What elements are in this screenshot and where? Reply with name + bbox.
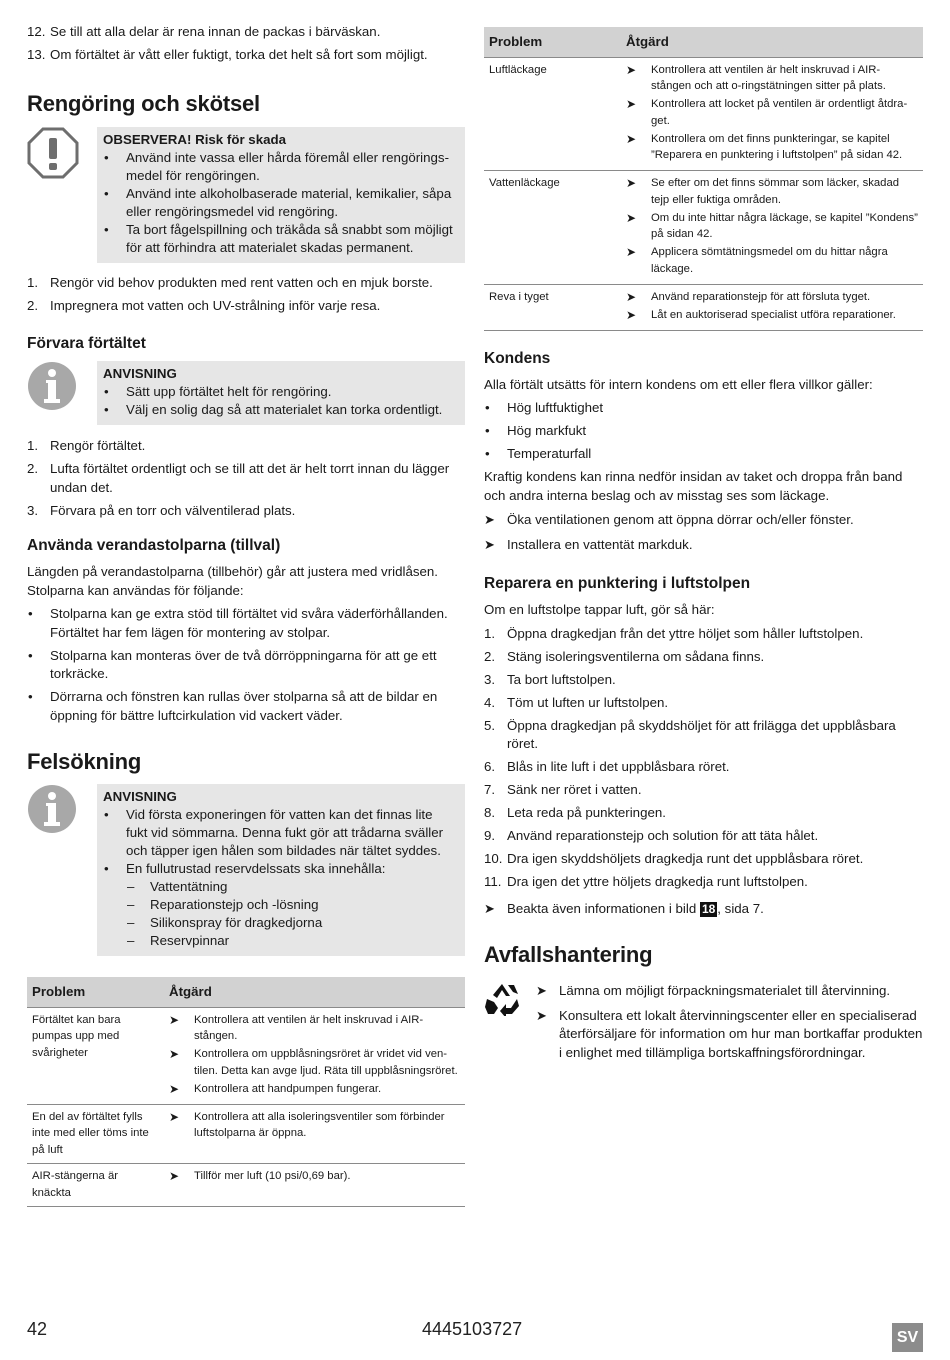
notice-box <box>97 361 465 425</box>
problem-cell: AIR-stängerna är knäckta <box>27 1164 164 1207</box>
arrow-right-icon: ➤ <box>626 245 637 259</box>
page-number: 42 <box>27 1319 48 1339</box>
arrow-right-icon: ➤ <box>484 900 495 916</box>
list-item: 1. Öppna dragkedjan från det yttre höljet som håller luftstolpen. <box>484 625 864 641</box>
col-header-action: Åtgärd <box>621 27 923 57</box>
list-item: 3. Ta bort luftstolpen. <box>484 671 616 687</box>
troubleshooting-table-right <box>484 27 923 331</box>
list-item: 12. Se till att alla delar är rena innan de packas i bärväskan. <box>27 24 381 39</box>
list-item: • Vid första exponeringen för vatten kan det finnas lite fukt vid sömmarna. Denna fukt gör att trådarna sväller och täpper igen hålen som bildades när tältet syddes. <box>103 806 457 860</box>
list-item: 2. Lufta förtältet ordentligt och se till att det är helt torrt innan du lägger undan det. <box>27 461 450 495</box>
action-cell <box>164 1007 465 1104</box>
veranda-list <box>27 605 465 725</box>
veranda-intro: Längden på verandastolparna (tillbehör) går att justera med vridlåsen. Stolparna kan användas för följande: <box>27 564 438 598</box>
list-item: 7. Sänk ner röret i vatten. <box>484 782 642 797</box>
right-column <box>484 0 923 1068</box>
list-item: • Hög luftfuktighet <box>484 399 923 418</box>
list-item: 6. Blås in lite luft i det uppblåsbara röret. <box>484 759 730 774</box>
problem-cell: Vattenläckage <box>484 171 621 285</box>
list-item: • Dörrarna och fönstren kan rullas över stolparna så att de bildar en öppning för bättre luftcirkulation vid vackert väder. <box>27 688 465 725</box>
col-header-problem: Problem <box>27 977 164 1007</box>
list-item: • Sätt upp förtältet helt för rengöring. <box>103 383 457 401</box>
arrow-right-icon: ➤ <box>626 131 637 146</box>
reparera-intro: Om en luftstolpe tappar luft, gör så här: <box>484 602 715 617</box>
arrow-right-icon: ➤ <box>536 983 547 998</box>
arrow-right-icon: ➤ <box>169 1109 180 1124</box>
list-item: ➤ Kontrollera om det finns punkteringar, se kapitel ”Reparera en punktering i luftstolpen” på sidan 42. <box>626 131 903 161</box>
col-header-action: Åtgärd <box>164 977 465 1007</box>
list-item: 8. Leta reda på punkteringen. <box>484 805 666 820</box>
list-item: • Hög markfukt <box>484 422 923 441</box>
list-item: ➤ Kontrollera att handpumpen fungerar. <box>169 1081 382 1096</box>
action-cell <box>621 171 923 285</box>
rengoring-steps <box>27 274 465 316</box>
arrow-right-icon: ➤ <box>626 176 637 190</box>
list-item: ➤ Kontrollera att locket på ventilen är ordentligt åtdraget. <box>626 97 908 127</box>
list-item: 13. Om förtältet är vått eller fuktigt, torka det helt så fort som möjligt. <box>27 47 428 62</box>
heading-reparera: Reparera en punktering i luftstolpen <box>484 575 751 592</box>
table-row <box>484 57 923 171</box>
arrow-right-icon: ➤ <box>169 1081 180 1096</box>
list-item: 4. Töm ut luften ur luftstolpen. <box>484 694 669 710</box>
notice-sublist <box>103 878 457 950</box>
list-item: ➤ Se efter om det finns sömmar som läcker, skadad tejp eller fuktiga områden. <box>626 176 900 206</box>
document-number: 4445103727 <box>422 1319 523 1339</box>
arrow-right-icon: ➤ <box>626 97 637 111</box>
info-notice-felsokning <box>27 784 465 956</box>
list-item: ➤ Lämna om möjligt förpackningsmaterialet till återvinning. <box>536 982 923 1001</box>
list-item: ➤ Kontrollera om uppblåsningsröret är vridet vid ventilen. Detta kan avge ljud. Räta till uppblåsningsröret. <box>169 1047 458 1077</box>
list-item: • Ta bort fågelspillning och träkåda så snabbt som möjligt för att förhindra att materialet skadas permanent. <box>103 221 457 257</box>
kondens-list <box>484 399 923 464</box>
list-item: ➤ Tillför mer luft (10 psi/0,69 bar). <box>169 1169 351 1183</box>
figure-reference-badge: 18 <box>701 901 716 916</box>
info-notice-forvara <box>27 361 465 425</box>
arrow-right-icon: ➤ <box>626 210 637 225</box>
list-item: ➤ Kontrollera att alla isoleringsventiler som förbinder luftstolparna är öppna. <box>169 1109 445 1139</box>
list-item: ➤ Konsultera ett lokalt återvinningscenter eller en specialiserad återförsäljare för information om hur man bortkaffar produkten i enlighet med tillämpliga bortskaffningsförordningar. <box>536 1007 923 1060</box>
list-item: • Temperaturfall <box>484 445 923 464</box>
heading-felsokning: Felsökning <box>27 749 142 774</box>
problem-cell: Luftläckage <box>484 57 621 171</box>
action-cell <box>621 57 923 171</box>
list-item: • Använd inte alkoholbaserade material, kemikalier, såpa eller rengöringsmedel vid rengöring. <box>103 185 457 221</box>
list-item: • Använd inte vassa eller hårda föremål eller rengöringsmedel för rengöringen. <box>103 149 457 185</box>
action-cell <box>164 1164 465 1207</box>
list-item: 10. Dra igen skyddshöljets dragkedja runt det uppblåsbara röret. <box>484 851 864 866</box>
warning-octagon-icon <box>27 127 79 179</box>
warning-notice <box>27 127 465 263</box>
list-item: – Vattentätning <box>103 878 457 896</box>
list-item: ➤ Öka ventilationen genom att öppna dörrar och/eller fönster. <box>484 511 923 530</box>
list-item: ➤ Kontrollera att ventilen är helt inskruvad i AIR-stången. <box>169 1012 424 1042</box>
left-column <box>27 0 465 1207</box>
top-steps-list <box>27 23 465 65</box>
list-item: ➤ Installera en vattentät markduk. <box>484 536 923 555</box>
table-row <box>484 171 923 285</box>
list-item: – Reservpinnar <box>103 932 457 950</box>
list-item: 1. Rengör förtältet. <box>27 438 146 453</box>
action-cell <box>164 1104 465 1164</box>
kondens-intro: Alla förtält utsätts för intern kondens om ett eller flera villkor gäller: <box>484 376 873 392</box>
info-circle-icon <box>27 361 77 411</box>
problem-cell: Reva i tyget <box>484 284 621 330</box>
problem-cell: Förtältet kan bara pumpas upp med svårigheter <box>27 1007 164 1104</box>
list-item: • Stolparna kan monteras över de två dörröppningarna för att ge ett torkräcke. <box>27 647 465 684</box>
notice-list <box>103 383 457 419</box>
warning-title: OBSERVERA! Risk för skada <box>103 131 287 147</box>
list-item: ➤ Om du inte hittar några läckage, se kapitel ”Kondens” på sidan 42. <box>626 210 918 240</box>
language-badge: SV <box>892 1323 923 1352</box>
arrow-right-icon: ➤ <box>626 307 637 322</box>
notice-box <box>97 784 465 956</box>
list-item: ➤ Kontrollera att ventilen är helt inskruvad i AIR-stången och att o-ringstätningen sitter på plats. <box>626 62 886 92</box>
arrow-right-icon: ➤ <box>536 1007 547 1023</box>
heading-veranda: Använda verandastolparna (tillval) <box>27 537 281 554</box>
reparera-steps <box>484 625 923 892</box>
arrow-right-icon: ➤ <box>169 1012 180 1027</box>
list-item: • En fullutrustad reservdelssats ska innehålla: <box>103 860 457 878</box>
heading-forvara: Förvara förtältet <box>27 335 146 352</box>
table-row <box>27 1007 465 1104</box>
forvara-steps <box>27 437 465 520</box>
list-item: 2. Stäng isoleringsventilerna om sådana finns. <box>484 648 765 664</box>
col-header-problem: Problem <box>484 27 621 57</box>
list-item: ➤ Beakta även informationen i bild 18 , sida 7. <box>484 900 923 919</box>
list-item: ➤ Applicera sömtätningsmedel om du hittar några läckage. <box>626 245 888 275</box>
list-item: – Silikonspray för dragkedjorna <box>103 914 457 932</box>
reparera-note <box>484 900 923 919</box>
warning-box <box>97 127 465 263</box>
list-item: • Välj en solig dag så att materialet kan torka ordentligt. <box>103 401 457 419</box>
notice-title: ANVISNING <box>103 789 177 804</box>
arrow-right-icon: ➤ <box>169 1047 180 1061</box>
list-item: 11. Dra igen det yttre höljets dragkedja runt luftstolpen. <box>484 874 808 889</box>
heading-kondens: Kondens <box>484 349 551 367</box>
kondens-actions <box>484 511 923 554</box>
avfall-section <box>484 982 923 1068</box>
warning-icon-cell <box>27 127 97 263</box>
list-item: 9. Använd reparationstejp och solution för att täta hålet. <box>484 828 819 843</box>
info-circle-icon <box>27 784 77 834</box>
problem-cell: En del av förtältet fylls inte med eller töms inte på luft <box>27 1104 164 1164</box>
kondens-text: Kraftig kondens kan rinna nedför insidan av taket och droppa från band och andra interna beslag och av misstag ses som läckage. <box>484 469 903 503</box>
notice-list <box>103 806 457 878</box>
list-item: ➤ Låt en auktoriserad specialist utföra reparationer. <box>626 307 896 322</box>
list-item: 5. Öppna dragkedjan på skyddshöljet för att frilägga det uppblåsbara röret. <box>484 717 896 751</box>
table-row <box>27 1164 465 1207</box>
table-row <box>27 1104 465 1164</box>
list-item: • Stolparna kan ge extra stöd till förtältet vid svåra väderförhållanden. Förtältet har fem lägen för montering av stolpar. <box>27 605 465 642</box>
heading-avfall: Avfallshantering <box>484 942 653 967</box>
heading-rengoring: Rengöring och skötsel <box>27 90 260 116</box>
notice-title: ANVISNING <box>103 366 177 381</box>
action-cell <box>621 284 923 330</box>
arrow-right-icon: ➤ <box>169 1169 180 1183</box>
list-item: 3. Förvara på en torr och välventilerad plats. <box>27 502 296 518</box>
table-row <box>484 284 923 330</box>
arrow-right-icon: ➤ <box>484 536 495 552</box>
arrow-right-icon: ➤ <box>484 512 495 527</box>
arrow-right-icon: ➤ <box>626 289 637 304</box>
list-item: 1. Rengör vid behov produkten med rent vatten och en mjuk borste. <box>27 274 433 290</box>
list-item: ➤ Använd reparationstejp för att försluta tyget. <box>626 289 871 304</box>
avfall-actions <box>536 982 923 1068</box>
troubleshooting-table-left <box>27 977 465 1207</box>
arrow-right-icon: ➤ <box>626 62 637 77</box>
recycle-icon <box>484 982 520 1016</box>
list-item: – Reparationstejp och -lösning <box>103 896 457 914</box>
warning-list <box>103 149 457 257</box>
list-item: 2. Impregnera mot vatten och UV-strålning inför varje resa. <box>27 297 381 313</box>
